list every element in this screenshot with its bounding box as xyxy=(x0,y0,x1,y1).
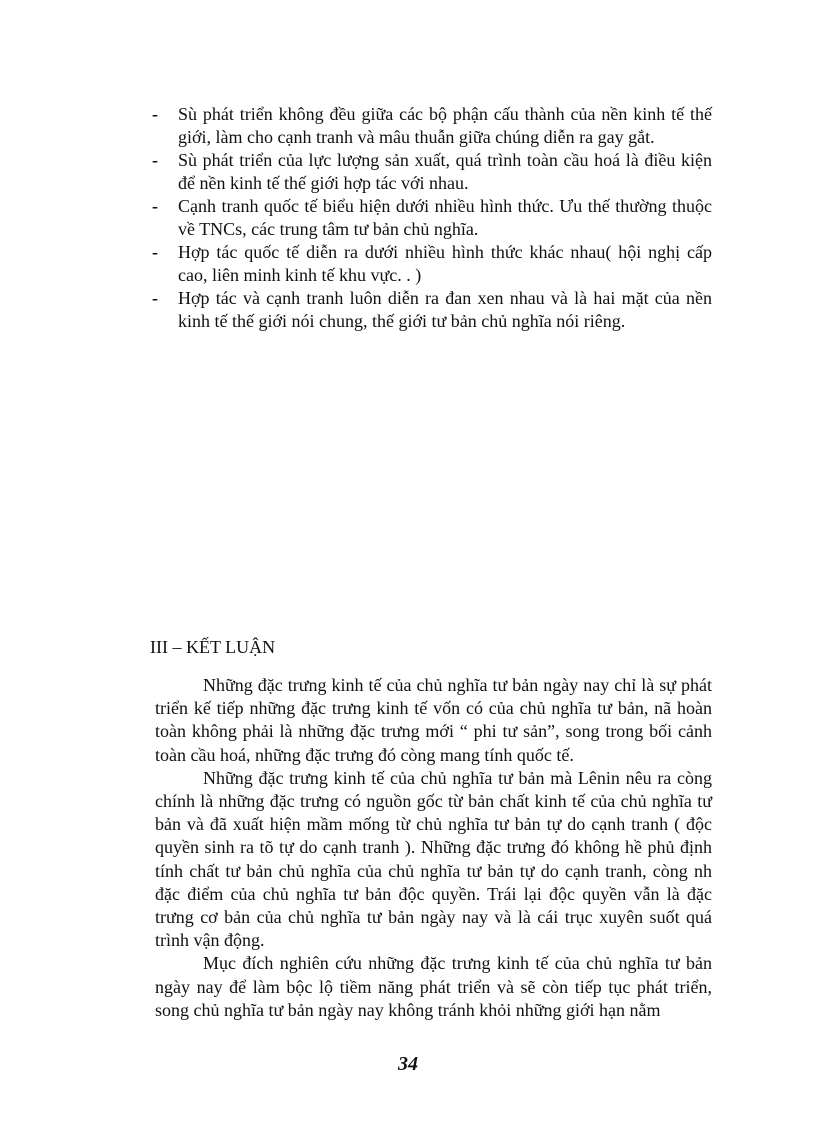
bullet-text: Hợp tác quốc tế diễn ra dưới nhiều hình thức khác nhau( hội nghị cấp cao, liên minh kinh tế khu vực. . ) xyxy=(178,242,712,285)
bullet-marker: - xyxy=(152,288,158,308)
bullet-marker: - xyxy=(152,104,158,124)
bullet-list xyxy=(150,103,712,333)
bullet-item xyxy=(150,287,712,333)
bullet-text: Sù phát triển không đều giữa các bộ phận cấu thành của nền kinh tế thế giới, làm cho cạnh tranh và mâu thuẫn giữa chúng diễn ra gay gắt. xyxy=(178,104,712,147)
bullet-text: Sù phát triển của lực lượng sản xuất, quá trình toàn cầu hoá là điều kiện để nền kinh tế thế giới hợp tác với nhau. xyxy=(178,150,712,193)
bullet-marker: - xyxy=(152,150,158,170)
bullet-item xyxy=(150,241,712,287)
bullet-text: Hợp tác và cạnh tranh luôn diễn ra đan xen nhau và là hai mặt của nền kinh tế thế giới nói chung, thế giới tư bản chủ nghĩa nói riêng. xyxy=(178,288,712,331)
conclusion-paragraph: Những đặc trưng kinh tế của chủ nghĩa tư bản mà Lênin nêu ra còng chính là những đặc trưng có nguồn gốc từ bản chất kinh tế của chủ nghĩa tư bản và đã xuất hiện mầm mống từ chủ nghĩa tư bản tự do cạnh tranh ( độc quyền sinh ra tõ tự do cạnh tranh ). Những đặc trưng đó không hề phủ định tính chất tư bản chủ nghĩa của chủ nghĩa tư bản tự do cạnh tranh, còng nh đặc điểm của chủ nghĩa tư bản độc quyền. Trái lại độc quyền vẫn là đặc trưng cơ bản của chủ nghĩa tư bản ngày nay và là cái trục xuyên suốt quá trình vận động. xyxy=(155,767,712,951)
section-heading: III – KẾT LUẬN xyxy=(150,637,276,657)
bullet-item xyxy=(150,103,712,149)
bullet-item xyxy=(150,195,712,241)
bullet-text: Cạnh tranh quốc tế biểu hiện dưới nhiều hình thức. Ưu thế thường thuộc về TNCs, các trung tâm tư bản chủ nghĩa. xyxy=(178,196,712,239)
bullet-marker: - xyxy=(152,242,158,262)
conclusion-paragraph: Mục đích nghiên cứu những đặc trưng kinh tế của chủ nghĩa tư bản ngày nay để làm bộc lộ tiềm năng phát triển và sẽ còn tiếp tục phát triển, song chủ nghĩa tư bản ngày nay không tránh khỏi những giới hạn nằm xyxy=(155,953,712,1020)
conclusion-paragraph: Những đặc trưng kinh tế của chủ nghĩa tư bản ngày nay chỉ là sự phát triển kế tiếp những đặc trưng kinh tế vốn có của chủ nghĩa tư bản, nã hoàn toàn không phải là những đặc trưng mới “ phi tư sản”, song trong bối cảnh toàn cầu hoá, những đặc trưng đó còng mang tính quốc tế. xyxy=(155,675,712,765)
conclusion-body xyxy=(155,674,712,1022)
bullet-item xyxy=(150,149,712,195)
page-number: 34 xyxy=(398,1053,418,1075)
bullet-marker: - xyxy=(152,196,158,216)
